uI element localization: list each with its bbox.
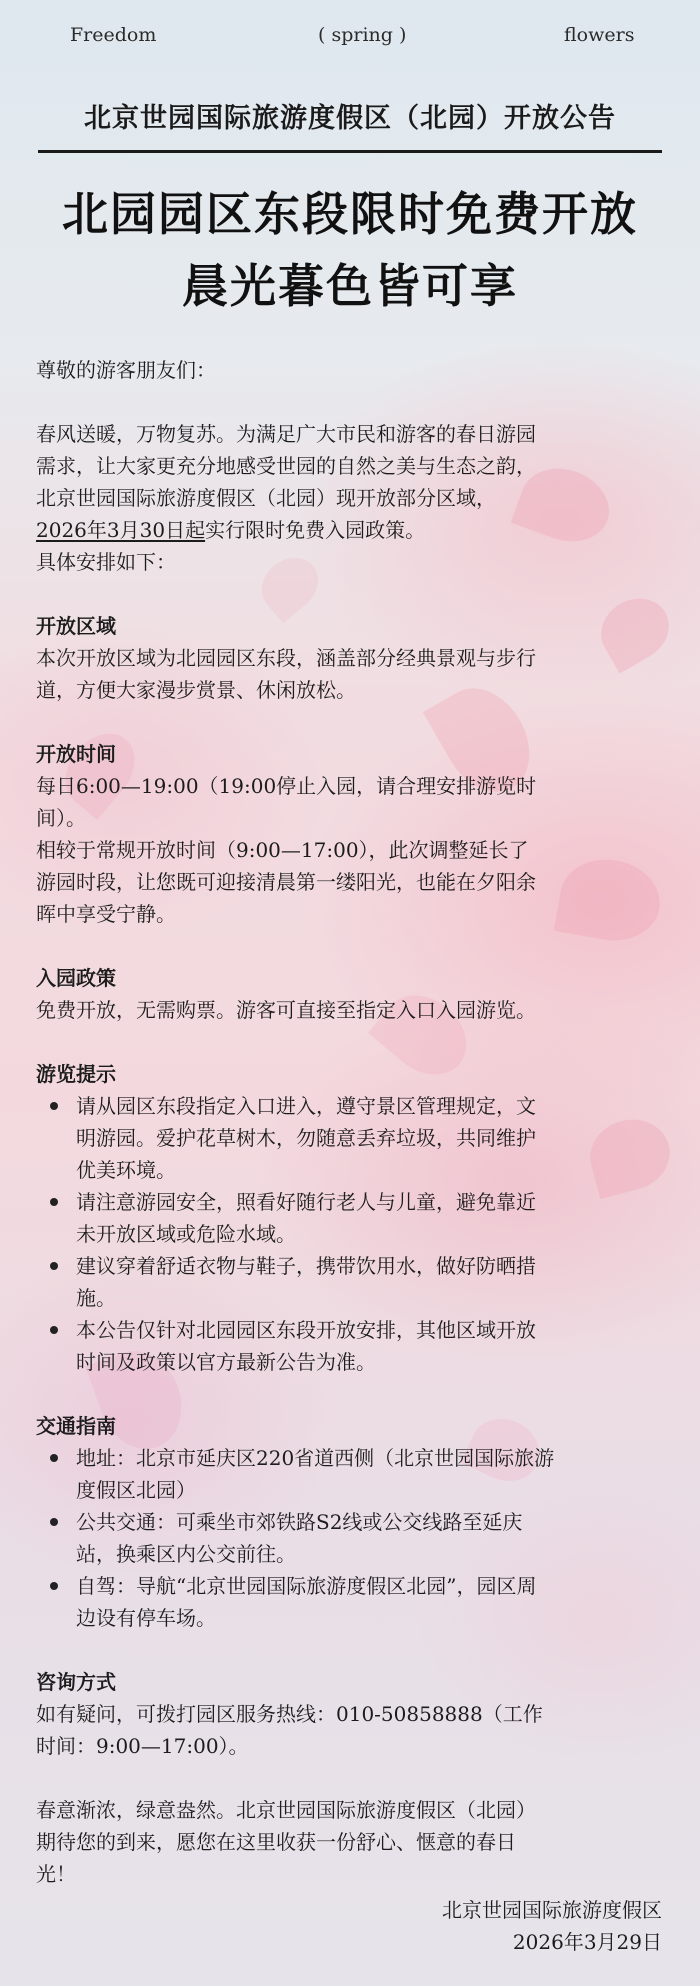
section-heading-area: 开放区域 <box>36 614 116 638</box>
intro-line: 北京世园国际旅游度假区（北园）现开放部分区域， <box>36 486 496 510</box>
top-strip <box>0 0 700 72</box>
intro-line: 2026年3月30日起实行限时免费入园政策。 <box>36 518 426 542</box>
list-item: 本公告仅针对北园园区东段开放安排，其他区域开放 时间及政策以官方最新公告为准。 <box>36 1314 664 1378</box>
closing-line: 春意渐浓，绿意盎然。北京世园国际旅游度假区（北园） <box>36 1798 536 1822</box>
header-divider <box>38 150 662 153</box>
time-line: 游园时段，让您既可迎接清晨第一缕阳光，也能在夕阳余 <box>36 870 536 894</box>
closing-line: 光！ <box>36 1862 76 1886</box>
main-title-line1: 北园园区东段限时免费开放 <box>62 187 638 241</box>
area-line: 道，方便大家漫步赏景、休闲放松。 <box>36 678 356 702</box>
contact-line: 时间：9:00—17:00）。 <box>36 1734 249 1758</box>
list-item: 请注意游园安全，照看好随行老人与儿童，避免靠近 未开放区域或危险水域。 <box>36 1186 664 1250</box>
top-center-word: ( spring ) <box>318 24 407 46</box>
header-title: 北京世园国际旅游度假区（北园）开放公告 <box>84 103 616 134</box>
list-item: 建议穿着舒适衣物与鞋子，携带饮用水，做好防晒措 施。 <box>36 1250 664 1314</box>
section-heading-contact: 咨询方式 <box>36 1670 116 1694</box>
section-heading-time: 开放时间 <box>36 742 116 766</box>
section-heading-policy: 入园政策 <box>36 966 116 990</box>
list-item: 自驾：导航“北京世园国际旅游度假区北园”，园区周 边设有停车场。 <box>36 1570 664 1634</box>
intro-line: 春风送暖，万物复苏。为满足广大市民和游客的春日游园 <box>36 422 536 446</box>
tips-list <box>36 1090 664 1378</box>
time-line: 晖中享受宁静。 <box>36 902 176 926</box>
closing-line: 期待您的到来，愿您在这里收获一份舒心、惬意的春日 <box>36 1830 516 1854</box>
policy-line: 免费开放，无需购票。游客可直接至指定入口入园游览。 <box>36 998 536 1022</box>
main-title-line2: 晨光暮色皆可享 <box>182 259 518 313</box>
notice-body <box>36 354 664 1890</box>
section-heading-transport: 交通指南 <box>36 1414 116 1438</box>
time-line: 间）。 <box>36 806 86 830</box>
list-item: 请从园区东段指定入口进入，遵守景区管理规定，文 明游园。爱护花草树木，勿随意丢弃垃圾，共同维护 优美环境。 <box>36 1090 664 1186</box>
area-line: 本次开放区域为北园园区东段，涵盖部分经典景观与步行 <box>36 646 536 670</box>
signature-org: 北京世园国际旅游度假区 <box>442 1898 662 1922</box>
intro-line: 需求，让大家更充分地感受世园的自然之美与生态之韵， <box>36 454 536 478</box>
start-date: 2026年3月30日起 <box>36 518 206 542</box>
time-line: 每日6:00—19:00（19:00停止入园，请合理安排游览时 <box>36 774 537 798</box>
greeting: 尊敬的游客朋友们： <box>36 358 216 382</box>
top-right-word: flowers <box>564 24 635 46</box>
list-item: 地址：北京市延庆区220省道西侧（北京世园国际旅游 度假区北园） <box>36 1442 664 1506</box>
contact-line: 如有疑问，可拨打园区服务热线：010-50858888（工作 <box>36 1702 543 1726</box>
section-heading-tips: 游览提示 <box>36 1062 116 1086</box>
list-item: 公共交通：可乘坐市郊铁路S2线或公交线路至延庆 站，换乘区内公交前往。 <box>36 1506 664 1570</box>
intro-line: 具体安排如下： <box>36 550 176 574</box>
transport-list <box>36 1442 664 1634</box>
top-left-word: Freedom <box>70 24 157 46</box>
signature-date: 2026年3月29日 <box>512 1930 662 1954</box>
time-line: 相较于常规开放时间（9:00—17:00），此次调整延长了 <box>36 838 529 862</box>
